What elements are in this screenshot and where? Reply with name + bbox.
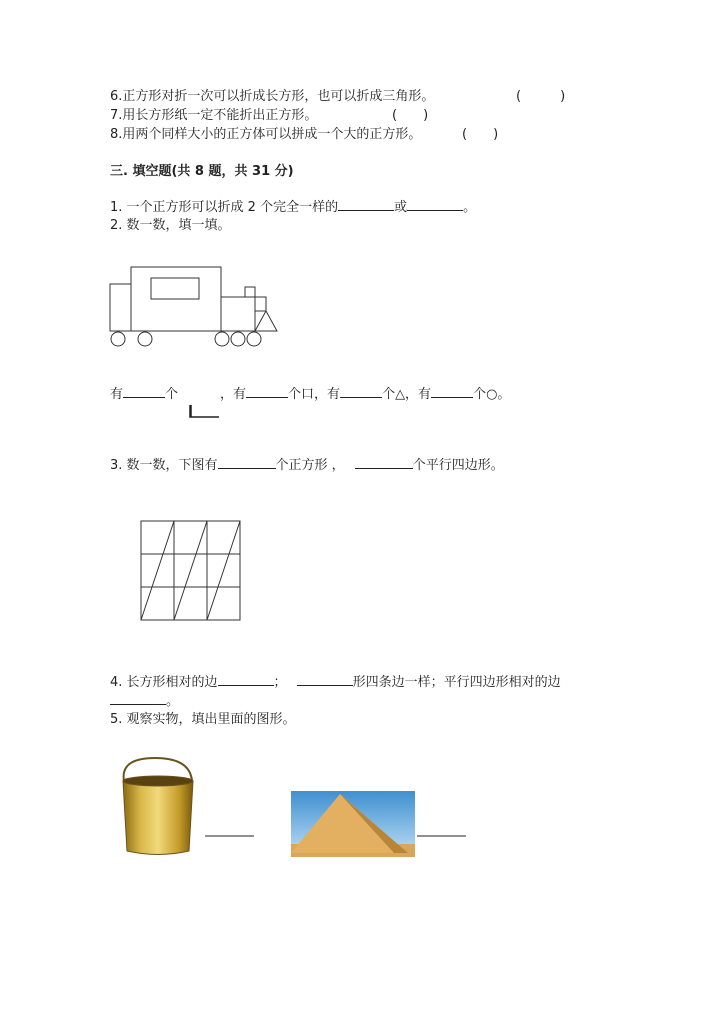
answer-text: 个: [165, 387, 179, 402]
question-3-text: 3. 数一数，下图有: [110, 458, 218, 473]
question-4-text: 4. 长方形相对的边: [110, 675, 218, 690]
question-7-text: 7.用长方形纸一定不能折出正方形。: [110, 108, 318, 123]
question-2: 2. 数一数，填一填。: [110, 218, 231, 233]
answer-text: 有: [110, 387, 124, 402]
answer-paren-6[interactable]: ( ): [516, 89, 566, 104]
answer-paren-8[interactable]: ( ): [462, 127, 499, 142]
question-3-text: 个正方形 ，: [275, 458, 345, 473]
section-heading: 三. 填空题(共 8 题，共 31 分): [110, 164, 294, 179]
question-5: 5. 观察实物，填出里面的图形。: [110, 712, 296, 727]
question-3-text: 个平行四边形。: [412, 458, 504, 473]
question-1-end: 。: [463, 200, 477, 215]
answer-text: 个口，有: [288, 387, 341, 402]
question-4-text: 形四条边一样；平行四边形相对的边: [352, 675, 561, 690]
question-1-or: 或: [394, 200, 408, 215]
question-6-text: 6.正方形对折一次可以折成长方形，也可以折成三角形。: [110, 89, 435, 104]
question-8-text: 8.用两个同样大小的正方体可以拼成一个大的正方形。: [110, 127, 422, 142]
answer-paren-7[interactable]: ( ): [392, 108, 429, 123]
answer-text: ，有: [220, 387, 247, 402]
question-1-text: 1. 一个正方形可以折成 2 个完全一样的: [110, 200, 339, 215]
question-4-text: ；: [273, 675, 287, 690]
question-4-end: 。: [166, 694, 180, 709]
answer-text: 个△，有: [382, 387, 432, 402]
answer-text: 个○。: [473, 387, 511, 402]
